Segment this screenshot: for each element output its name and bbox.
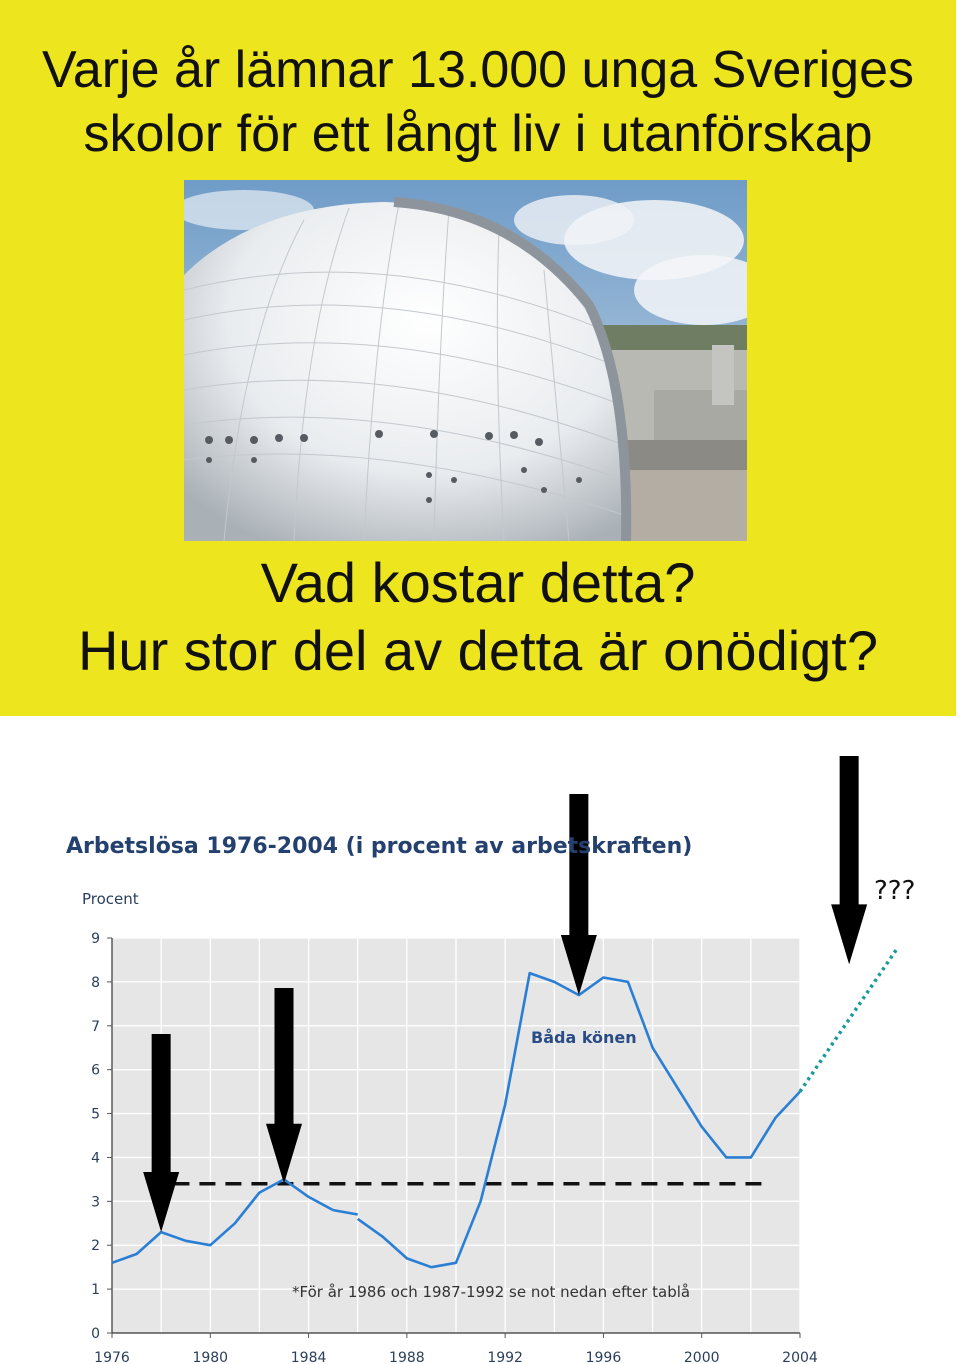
y-tick-label: 8	[91, 974, 100, 991]
y-tick-label: 6	[91, 1062, 100, 1079]
x-tick-label: 1976	[94, 1350, 130, 1364]
headline-line-1: Varje år lämnar 13.000 unga Sveriges	[42, 41, 914, 99]
question-line-2: Hur stor del av detta är onödigt?	[77, 619, 879, 682]
headline-line-2: skolor för ett långt liv i utanförskap	[83, 105, 873, 163]
y-tick-label: 1	[91, 1282, 100, 1299]
series-label: Båda könen	[531, 1028, 637, 1047]
y-tick-label: 7	[91, 1018, 100, 1035]
y-tick-label: 4	[91, 1150, 100, 1167]
x-tick-label: 1984	[290, 1350, 327, 1364]
x-tick-label: 1988	[389, 1350, 425, 1364]
x-tick-label: 1980	[192, 1350, 229, 1364]
x-tick-label: 2004	[782, 1350, 818, 1364]
y-tick-label: 5	[91, 1106, 100, 1123]
y-tick-label: 0	[91, 1326, 100, 1342]
y-tick-label: 2	[91, 1238, 100, 1255]
y-tick-label: 3	[91, 1194, 100, 1211]
arrow-4	[831, 756, 867, 964]
chart-title: Arbetslösa 1976-2004 (i procent av arbetskraften)	[66, 834, 693, 859]
question-line-1: Vad kostar detta?	[260, 551, 696, 614]
question-annotation: ???	[874, 876, 916, 906]
projection-line	[800, 947, 898, 1092]
chart-svg	[0, 716, 960, 1364]
arena-photo	[184, 180, 747, 541]
x-tick-label: 1992	[487, 1350, 523, 1364]
unemployment-chart	[0, 716, 960, 1364]
footnote: *För år 1986 och 1987-1992 se not nedan efter tablå	[292, 1283, 691, 1301]
y-axis-label: Procent	[82, 890, 139, 908]
x-tick-label: 1996	[585, 1350, 622, 1364]
y-tick-label: 9	[91, 931, 100, 947]
x-tick-label: 2000	[683, 1350, 720, 1364]
globe-arena-illustration	[184, 180, 747, 541]
